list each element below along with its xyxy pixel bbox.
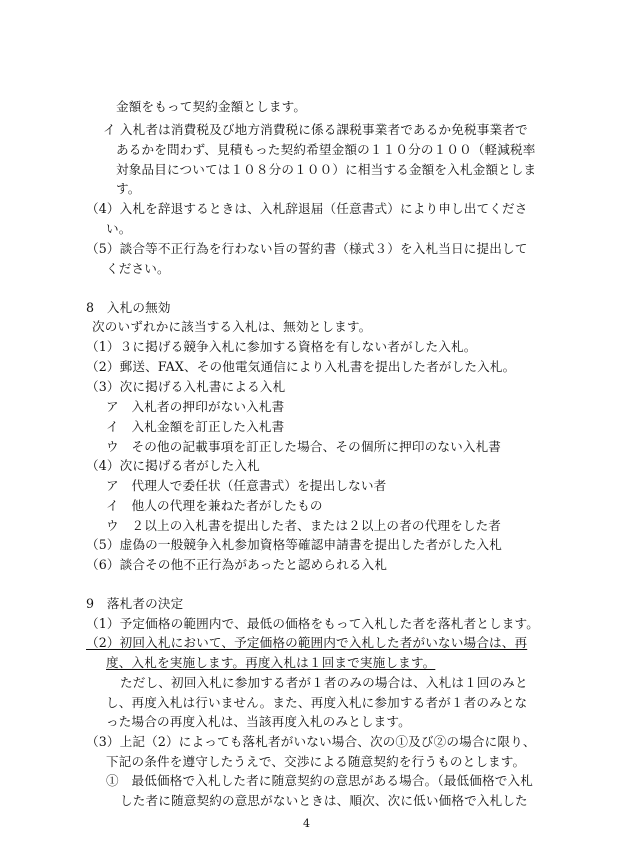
text-line: 対象品目については１０８分の１００）に相当する金額を入札金額としま <box>116 162 537 177</box>
text-line: （4）次に掲げる者がした入札 <box>86 458 260 473</box>
text-line: （1）３に掲げる競争入札に参加する資格を有しない者がした入札。 <box>86 339 477 354</box>
text-line: （1）予定価格の範囲内で、最低の価格をもって入札した者を落札者とします。 <box>86 616 539 631</box>
text-line: す。 <box>116 181 141 196</box>
text-line: ください。 <box>106 261 170 276</box>
text-line: 次のいずれかに該当する入札は、無効とします。 <box>92 319 372 334</box>
text-line: 9 落札者の決定 <box>86 596 184 611</box>
text-line: ア 入札者の押印がない入札書 <box>106 399 285 414</box>
text-line: ① 最低価格で入札した者に随意契約の意思がある場合。（最低価格で入札 <box>106 773 533 788</box>
text-line: （3）上記（2）によっても落札者がいない場合、次の①及び②の場合に限り、 <box>86 734 536 749</box>
text-line: した者に随意契約の意思がないときは、順次、次に低い価格で入札した <box>120 793 528 808</box>
text-line: ウ その他の記載事項を訂正した場合、その個所に押印のない入札書 <box>106 439 502 454</box>
page-number: 4 <box>303 817 310 830</box>
text-line: （2）初回入札において、予定価格の範囲内で入札した者がいない場合は、再 <box>86 635 528 650</box>
text-line: （2）郵送、FAX、その他電気通信により入札書を提出した者がした入札。 <box>86 359 516 374</box>
text-line: （6）談合その他不正行為があったと認められる入札 <box>86 557 388 572</box>
text-line: あるかを問わず、見積もった契約希望金額の１１０分の１００（軽減税率 <box>116 142 536 157</box>
text-line: ウ ２以上の入札書を提出した者、または２以上の者の代理をした者 <box>106 518 502 533</box>
text-line: （5）虚偽の一般競争入札参加資格等確認申請書を提出した者がした入札 <box>86 537 502 552</box>
text-line: ア 代理人で委任状（任意書式）を提出しない者 <box>106 478 387 493</box>
text-line: （4）入札を辞退するときは、入札辞退届（任意書式）により申し出てくださ <box>86 201 528 216</box>
text-line: （5）談合等不正行為を行わない旨の誓約書（様式３）を入札当日に提出して <box>86 241 528 256</box>
text-line: イ 入札金額を訂正した入札書 <box>106 419 285 434</box>
text-line: った場合の再度入札は、当該再度入札のみとします。 <box>106 714 411 729</box>
text-line: （3）次に掲げる入札書による入札 <box>86 379 286 394</box>
text-line: イ 入札者は消費税及び地方消費税に係る課税事業者であるか免税事業者で <box>103 122 528 137</box>
text-line: 金額をもって契約金額とします。 <box>116 99 307 114</box>
text-line: し、再度入札は行いません。また、再度入札に参加する者が１者のみとな <box>106 695 528 710</box>
text-line: い。 <box>106 221 132 236</box>
text-line: 8 入札の無効 <box>86 300 171 315</box>
text-line: ただし、初回入札に参加する者が１者のみの場合は、入札は１回のみと <box>120 675 528 690</box>
text-line: イ 他人の代理を兼ねた者がしたもの <box>106 498 323 513</box>
text-line: 下記の条件を遵守したうえで、交渉による随意契約を行うものとします。 <box>106 754 526 769</box>
text-line: 度、入札を実施します。再度入札は１回まで実施します。 <box>106 655 436 670</box>
